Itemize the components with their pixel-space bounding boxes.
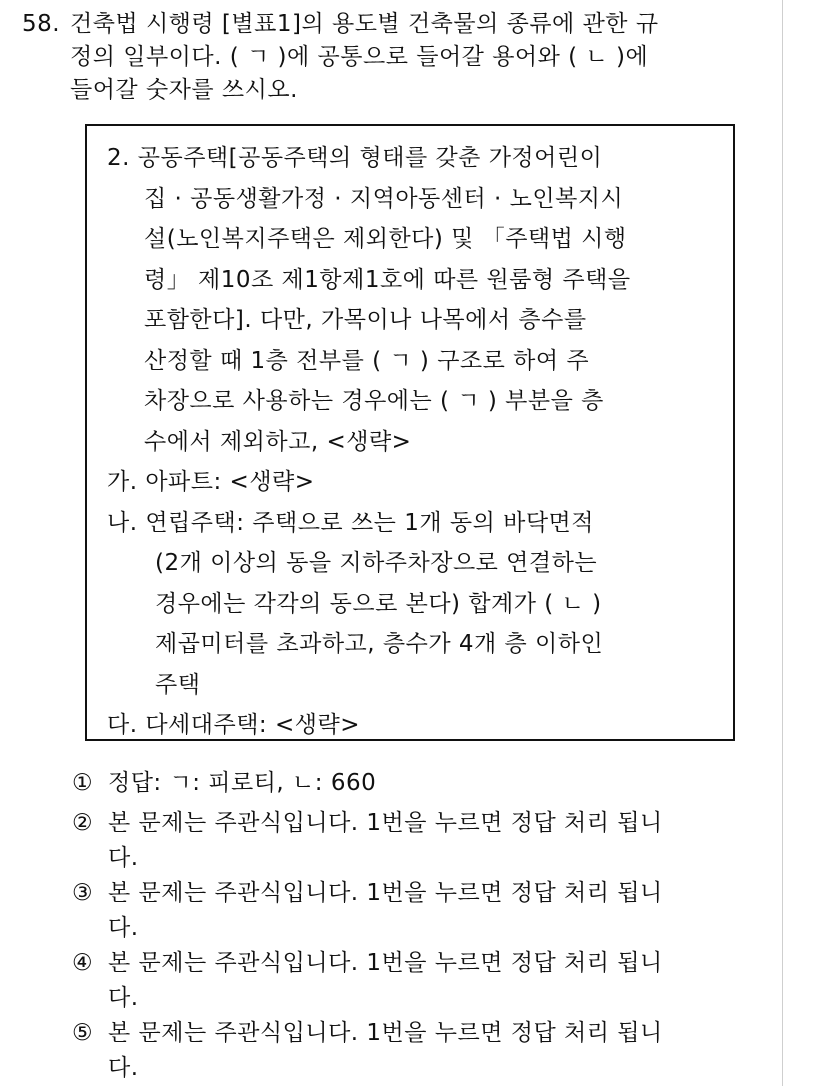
question-block — [22, 8, 762, 107]
answer-option[interactable] — [72, 1016, 762, 1086]
option-text: 정답: ㄱ: 피로티, ㄴ: 660 — [108, 770, 377, 796]
option-number: ④ — [72, 950, 94, 976]
option-text: 본 문제는 주관식입니다. 1번을 누르면 정답 처리 됩니 — [108, 1020, 663, 1046]
option-text: 본 문제는 주관식입니다. 1번을 누르면 정답 처리 됩니 — [108, 950, 663, 976]
option-number: ① — [72, 770, 94, 796]
answer-options — [72, 766, 762, 1086]
excerpt-line: 집 · 공동생활가정 · 지역아동센터 · 노인복지시 — [144, 185, 624, 212]
excerpt-box — [85, 124, 735, 741]
page-divider — [782, 0, 783, 1086]
excerpt-line: 제곱미터를 초과하고, 층수가 4개 층 이하인 — [155, 631, 604, 657]
question-number: 58. — [22, 11, 61, 37]
question-line: 들어갈 숫자를 쓰시오. — [70, 77, 298, 103]
question-text — [70, 8, 762, 107]
excerpt-line: 가. 아파트: <생략> — [107, 469, 315, 495]
excerpt-line: 2. 공동주택[공동주택의 형태를 갖춘 가정어린이 — [107, 145, 603, 171]
option-text: 본 문제는 주관식입니다. 1번을 누르면 정답 처리 됩니 — [108, 810, 663, 836]
option-text: 다. — [108, 915, 139, 941]
option-text: 다. — [108, 845, 139, 871]
excerpt-line: 산정할 때 1층 전부를 ( ㄱ ) 구조로 하여 주 — [144, 347, 590, 374]
option-number: ⑤ — [72, 1020, 94, 1046]
question-line: 건축법 시행령 [별표1]의 용도별 건축물의 종류에 관한 규 — [70, 11, 659, 37]
excerpt-line: 다. 다세대주택: <생략> — [107, 712, 360, 738]
option-text: 다. — [108, 985, 139, 1011]
option-text: 본 문제는 주관식입니다. 1번을 누르면 정답 처리 됩니 — [108, 880, 663, 906]
excerpt-line: 포함한다]. 다만, 가목이나 나목에서 층수를 — [144, 307, 587, 333]
option-number: ② — [72, 810, 94, 836]
answer-option[interactable] — [72, 766, 762, 801]
excerpt-line: 수에서 제외하고, <생략> — [144, 428, 412, 455]
option-text: 다. — [108, 1055, 139, 1081]
answer-option[interactable] — [72, 876, 762, 946]
answer-option[interactable] — [72, 806, 762, 876]
excerpt-line: (2개 이상의 동을 지하주차장으로 연결하는 — [155, 550, 598, 576]
answer-option[interactable] — [72, 946, 762, 1016]
excerpt-line: 령」 제10조 제1항제1호에 따른 원룸형 주택을 — [144, 266, 631, 293]
question-line: 정의 일부이다. ( ㄱ )에 공통으로 들어갈 용어와 ( ㄴ )에 — [70, 44, 649, 70]
option-number: ③ — [72, 880, 94, 906]
excerpt-line: 나. 연립주택: 주택으로 쓰는 1개 동의 바닥면적 — [107, 509, 594, 536]
excerpt-line: 설(노인복지주택은 제외한다) 및 「주택법 시행 — [144, 226, 627, 252]
excerpt-line: 차장으로 사용하는 경우에는 ( ㄱ ) 부분을 층 — [144, 388, 604, 414]
excerpt-line: 경우에는 각각의 동으로 본다) 합계가 ( ㄴ ) — [155, 590, 602, 617]
excerpt-line: 주택 — [155, 671, 201, 698]
